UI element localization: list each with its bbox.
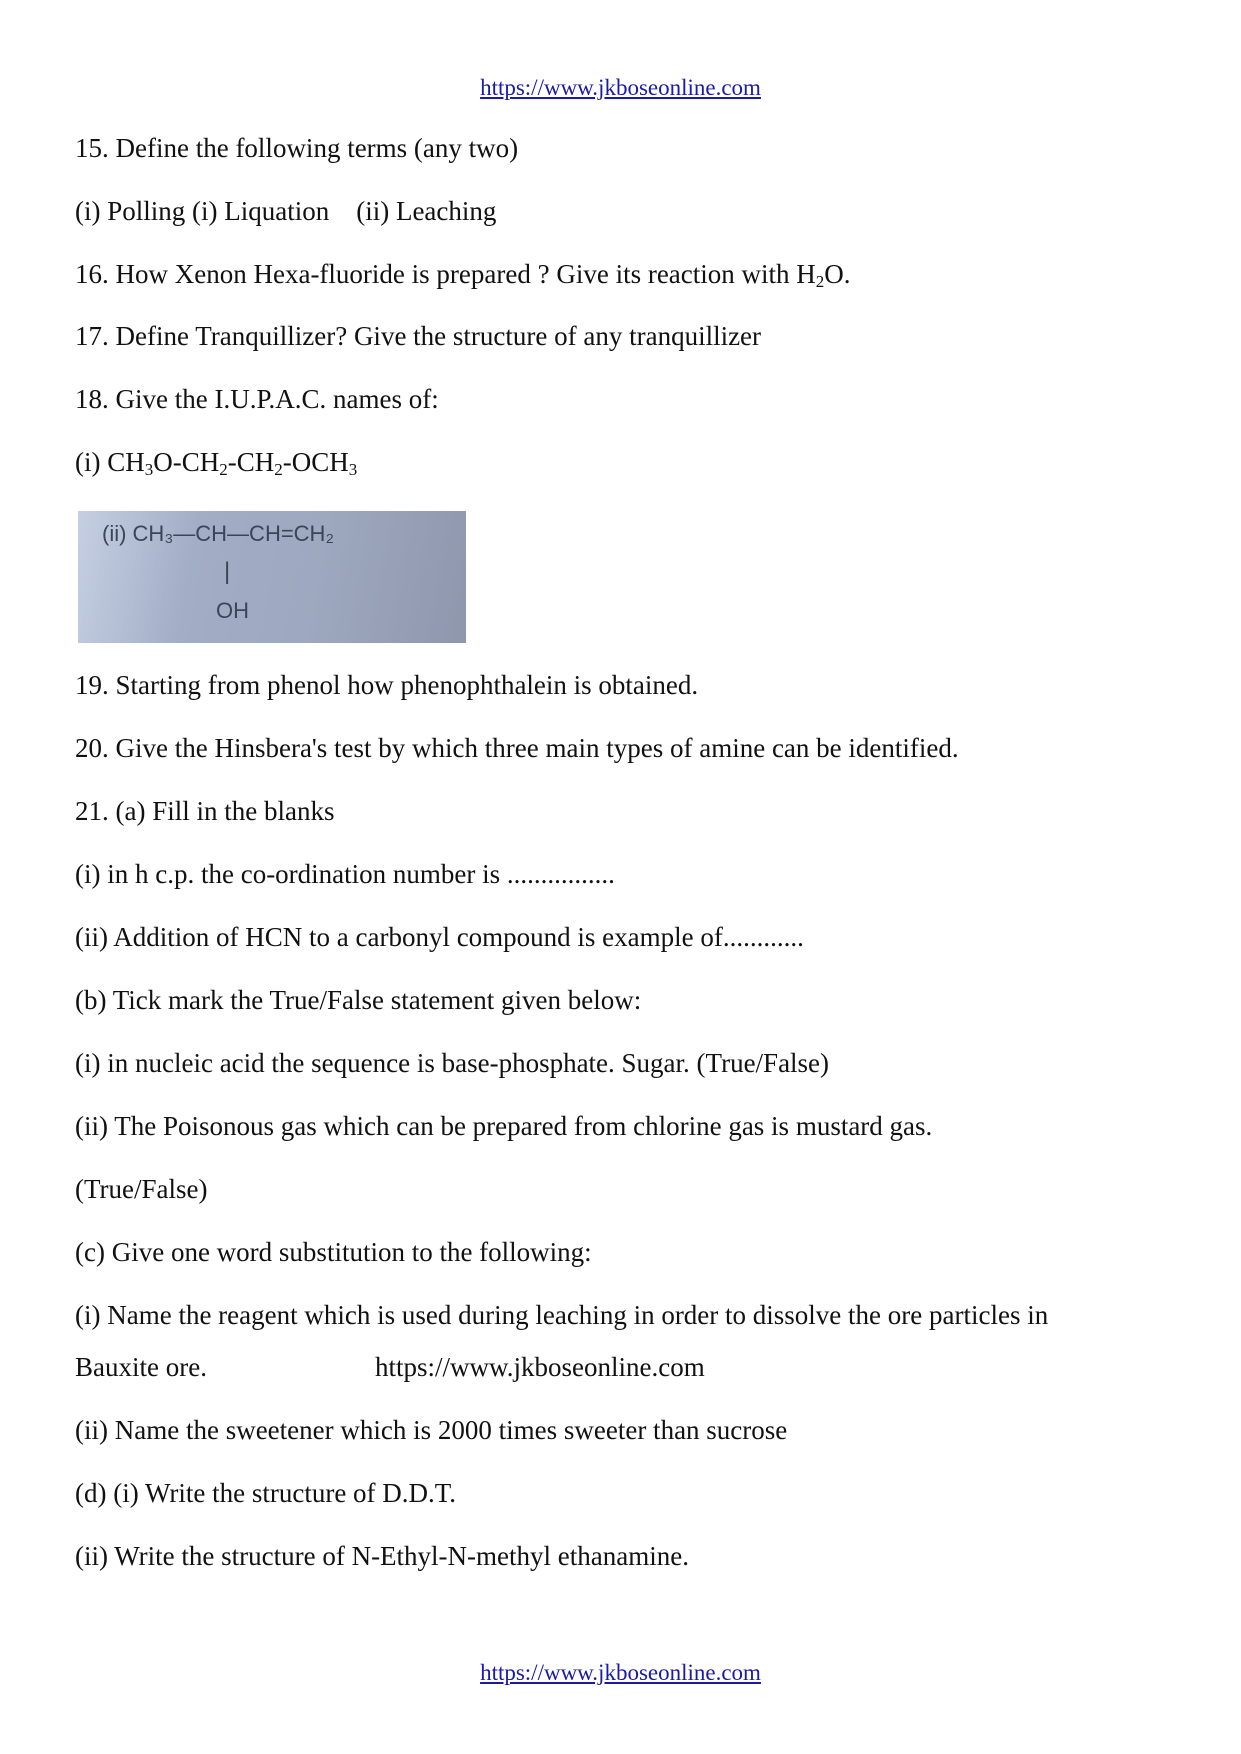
q16-subscript: 2 xyxy=(815,272,825,291)
question-21a-i: (i) in h c.p. the co-ordination number is ................ xyxy=(75,859,615,889)
structure-photo-part-ii xyxy=(78,511,466,643)
question-21b-title: (b) Tick mark the True/False statement given below: xyxy=(75,985,642,1015)
structure-oh: OH xyxy=(216,598,249,623)
formula-sub: 2 xyxy=(274,460,283,479)
footer-link[interactable]: https://www.jkboseonline.com xyxy=(480,1660,761,1685)
question-21c-title: (c) Give one word substitution to the following: xyxy=(75,1237,592,1267)
question-21b-i: (i) in nucleic acid the sequence is base-phosphate. Sugar. (True/False) xyxy=(75,1048,830,1078)
structure-bond: | xyxy=(224,558,231,585)
structure-top-line: (ii) CH₃—CH—CH=CH₂ xyxy=(102,521,334,546)
formula-part: -CH xyxy=(227,447,275,477)
formula-sub: 3 xyxy=(144,460,154,479)
q16-text: 16. How Xenon Hexa-fluoride is prepared ? Give its reaction with H xyxy=(75,259,816,289)
question-21a-title: 21. (a) Fill in the blanks xyxy=(75,796,335,826)
question-21d-ii: (ii) Write the structure of N-Ethyl-N-methyl ethanamine. xyxy=(75,1541,689,1571)
question-21c-i-cont xyxy=(75,1351,1175,1383)
c-i-cont-text: Bauxite ore. xyxy=(75,1352,207,1382)
question-15-options: (i) Polling (i) Liquation (ii) Leaching xyxy=(75,196,497,226)
question-19: 19. Starting from phenol how phenophthalein is obtained. xyxy=(75,670,699,700)
formula-part: O-CH xyxy=(153,447,220,477)
question-17: 17. Define Tranquillizer? Give the structure of any tranquillizer xyxy=(75,321,762,351)
question-21d-i: (d) (i) Write the structure of D.D.T. xyxy=(75,1478,457,1508)
question-18-part-i xyxy=(75,446,357,478)
formula-sub: 3 xyxy=(348,460,358,479)
question-15-title: 15. Define the following terms (any two) xyxy=(75,133,519,163)
structure-photo-svg xyxy=(78,511,466,643)
question-21b-ii: (ii) The Poisonous gas which can be prepared from chlorine gas is mustard gas. xyxy=(75,1111,933,1141)
header-link[interactable]: https://www.jkboseonline.com xyxy=(480,75,761,100)
formula-part: -OCH xyxy=(282,447,349,477)
question-21a-ii: (ii) Addition of HCN to a carbonyl compound is example of............ xyxy=(75,922,804,952)
formula-part: (i) CH xyxy=(75,447,145,477)
formula-sub: 2 xyxy=(219,460,228,479)
question-21c-i: (i) Name the reagent which is used during leaching in order to dissolve the ore particles in xyxy=(75,1300,1049,1330)
question-16 xyxy=(75,258,851,290)
question-21b-ii-cont: (True/False) xyxy=(75,1174,208,1204)
inline-url: https://www.jkboseonline.com xyxy=(375,1352,705,1382)
q16-text-end: O. xyxy=(824,259,851,289)
question-18-title: 18. Give the I.U.P.A.C. names of: xyxy=(75,384,439,414)
question-20: 20. Give the Hinsbera's test by which three main types of amine can be identified. xyxy=(75,733,959,763)
question-21c-ii: (ii) Name the sweetener which is 2000 times sweeter than sucrose xyxy=(75,1415,788,1445)
